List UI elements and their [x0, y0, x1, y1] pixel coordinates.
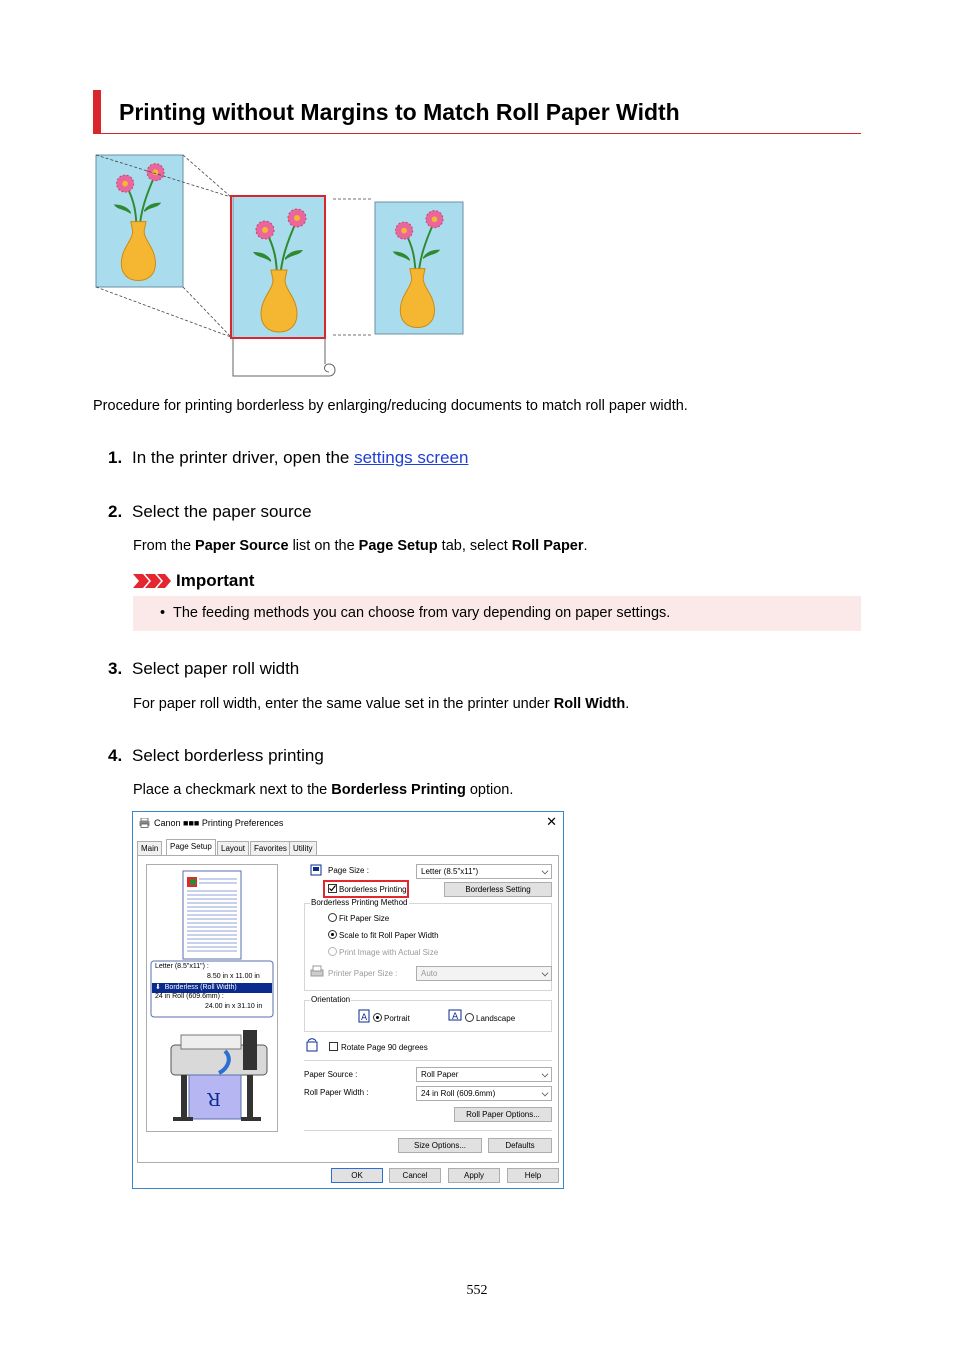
tab-favorites[interactable]: Favorites [250, 841, 291, 855]
paper-source-select[interactable] [416, 1067, 552, 1082]
printer-paper-size-select[interactable] [416, 966, 552, 981]
svg-text:R: R [207, 1088, 221, 1109]
detail-bold: Roll Width [553, 696, 626, 712]
tab-main[interactable]: Main [137, 841, 162, 855]
step-number: 4. [108, 746, 123, 765]
scale-to-fit-label: Scale to fit Roll Paper Width [339, 931, 439, 940]
page-size-icon [310, 864, 322, 876]
step-number: 1. [108, 448, 123, 467]
page-size-select[interactable] [416, 864, 552, 879]
roll-width-select[interactable] [416, 1086, 552, 1101]
borderless-printing-label: Borderless Printing [339, 885, 407, 894]
step-4 [108, 746, 324, 766]
paper-source-value: Roll Paper [421, 1070, 459, 1079]
method-group-label: Borderless Printing Method [311, 898, 408, 907]
rotate-label: Rotate Page 90 degrees [341, 1043, 428, 1052]
heading-accent-bar [93, 90, 101, 133]
ok-button[interactable]: OK [331, 1168, 383, 1183]
close-icon[interactable]: ✕ [546, 814, 557, 829]
detail-text: option. [465, 782, 514, 798]
roll-paper-options-button[interactable]: Roll Paper Options... [454, 1107, 552, 1122]
detail-text: . [625, 696, 630, 712]
detail-text: tab, select [437, 538, 512, 554]
detail-text: From the [133, 538, 196, 554]
roll-width-label: Roll Paper Width : [304, 1088, 369, 1097]
portrait-label: Portrait [384, 1014, 410, 1023]
roll-width-value: 24 in Roll (609.6mm) [421, 1089, 496, 1098]
step-2-detail [133, 538, 588, 554]
scale-to-fit-radio[interactable] [328, 930, 337, 939]
bullet: • [160, 605, 166, 621]
detail-text: Place a checkmark next to the [133, 782, 332, 798]
fit-paper-size-label: Fit Paper Size [339, 914, 390, 923]
step-text: Select borderless printing [132, 746, 324, 765]
preview-borderless-label: Borderless (Roll Width) [164, 984, 237, 991]
page-size-label: Page Size : [328, 866, 369, 875]
preview-info-line1: Letter (8.5"x11") : [155, 963, 209, 970]
important-chevrons-icon [133, 574, 173, 588]
preview-info-line4: 24 in Roll (609.6mm) : [155, 993, 224, 1000]
printer-paper-icon [310, 965, 324, 977]
step-text: In the printer driver, open the [132, 448, 355, 467]
step-number: 3. [108, 659, 123, 678]
landscape-label: Landscape [476, 1014, 516, 1023]
landscape-icon [448, 1009, 462, 1021]
portrait-radio[interactable] [373, 1013, 382, 1022]
detail-bold: Roll Paper [511, 538, 584, 554]
tab-utility[interactable]: Utility [289, 841, 317, 855]
detail-text: . [583, 538, 588, 554]
detail-bold: Paper Source [195, 538, 289, 554]
step-text: Select the paper source [132, 502, 312, 521]
actual-size-radio[interactable] [328, 947, 337, 956]
printer-paper-size-value: Auto [421, 969, 438, 978]
cancel-button[interactable]: Cancel [389, 1168, 441, 1183]
svg-text:A: A [361, 1013, 368, 1023]
apply-button[interactable]: Apply [448, 1168, 500, 1183]
borderless-setting-button[interactable]: Borderless Setting [444, 882, 552, 897]
step-3 [108, 659, 299, 679]
detail-bold: Page Setup [358, 538, 438, 554]
divider [304, 1060, 552, 1061]
printer-icon [139, 818, 150, 828]
section-heading [93, 90, 861, 134]
page-size-value: Letter (8.5"x11") [421, 867, 479, 876]
important-box [133, 596, 861, 631]
rotate-checkbox[interactable] [329, 1042, 338, 1051]
divider [304, 1130, 552, 1131]
orientation-group-label: Orientation [311, 995, 351, 1004]
page-setup-panel [137, 855, 559, 1163]
highlight-borderless [323, 880, 409, 898]
printer-paper-size-label: Printer Paper Size : [328, 969, 398, 978]
portrait-icon [358, 1009, 370, 1023]
preview-info-line5: 24.00 in x 31.10 in [205, 1003, 263, 1010]
help-button[interactable]: Help [507, 1168, 559, 1183]
paper-source-label: Paper Source : [304, 1070, 358, 1079]
important-text: The feeding methods you can choose from vary depending on paper settings. [173, 605, 671, 621]
detail-bold: Borderless Printing [331, 782, 466, 798]
preview-info-line3: ⬇ Borderless (Roll Width) [155, 984, 237, 991]
layout-preview [146, 864, 278, 1132]
step-2 [108, 502, 312, 522]
step-4-detail [133, 782, 513, 798]
svg-text:A: A [452, 1012, 459, 1021]
printing-preferences-dialog [132, 811, 564, 1189]
tab-layout[interactable]: Layout [217, 841, 249, 855]
settings-screen-link[interactable]: settings screen [354, 448, 469, 467]
landscape-radio[interactable] [465, 1013, 474, 1022]
page-number: 552 [466, 1283, 488, 1298]
dialog-title: Canon ■■■ Printing Preferences [154, 818, 284, 828]
defaults-button[interactable]: Defaults [488, 1138, 552, 1153]
step-1 [108, 448, 468, 468]
intro-text: Procedure for printing borderless by enlarging/reducing documents to match roll paper width. [93, 398, 688, 414]
borderless-roll-illustration [93, 152, 468, 382]
detail-text: list on the [288, 538, 359, 554]
actual-size-label: Print Image with Actual Size [339, 948, 439, 957]
important-label: Important [176, 571, 255, 590]
preview-info-line2: 8.50 in x 11.00 in [207, 973, 260, 980]
tab-page-setup[interactable]: Page Setup [166, 839, 216, 856]
size-options-button[interactable]: Size Options... [398, 1138, 482, 1153]
page-title: Printing without Margins to Match Roll Paper Width [119, 99, 680, 125]
detail-text: For paper roll width, enter the same value set in the printer under [133, 696, 554, 712]
step-text: Select paper roll width [132, 659, 300, 678]
step-3-detail [133, 696, 629, 712]
step-number: 2. [108, 502, 123, 521]
fit-paper-size-radio[interactable] [328, 913, 337, 922]
rotate-icon [305, 1038, 319, 1052]
